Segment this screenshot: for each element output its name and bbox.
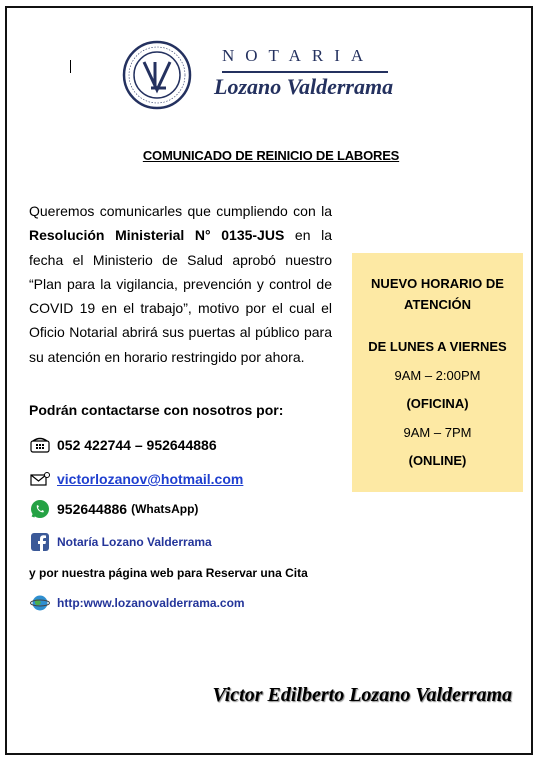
- website-row: [29, 594, 245, 612]
- body-paragraph: [29, 199, 332, 369]
- envelope-icon: [29, 470, 51, 488]
- signature: Victor Edilberto Lozano Valderrama: [212, 684, 512, 706]
- office-hours: 9AM – 2:00PM: [394, 368, 481, 383]
- facebook-page-name[interactable]: Notaría Lozano Valderrama: [57, 535, 212, 549]
- phone-numbers: 052 422744 – 952644886: [57, 437, 217, 453]
- office-label: (OFICINA): [406, 396, 469, 411]
- body-text-part2: en la fecha el Ministerio de Salud aprobó nuestro “Plan para la vigilancia, prevención y control de COVID 19 en el trabajo”, motivo por el cual el Oficio Notarial abrirá sus puertas al público para su atención en horario restringido por ahora.: [29, 227, 332, 365]
- body-text-part1: Queremos comunicarles que cumpliendo con la: [29, 203, 332, 219]
- website-url[interactable]: http:www.lozanovalderrama.com: [57, 596, 245, 610]
- brand-notaria: NOTARIA: [222, 46, 375, 65]
- facebook-row: [29, 533, 212, 551]
- document-title: COMUNICADO DE REINICIO DE LABORES: [142, 148, 400, 163]
- whatsapp-row: [29, 500, 198, 518]
- website-label: y por nuestra página web para Reservar una Cita: [29, 566, 308, 580]
- resolution-reference: Resolución Ministerial N° 0135-JUS: [29, 227, 285, 244]
- online-hours: 9AM – 7PM: [403, 425, 472, 440]
- globe-icon: [29, 594, 51, 612]
- schedule-heading-line1: NUEVO HORARIO DE: [371, 276, 504, 291]
- whatsapp-label: (WhatsApp): [131, 502, 199, 516]
- notary-seal-logo: [122, 40, 192, 110]
- brand-name: Lozano Valderrama: [214, 74, 394, 99]
- phone-row: [29, 436, 217, 454]
- schedule-heading-line2: ATENCIÓN: [404, 297, 471, 312]
- facebook-icon: [29, 533, 51, 551]
- schedule-box: [352, 253, 523, 492]
- schedule-heading: [352, 273, 523, 315]
- online-label: (ONLINE): [408, 453, 467, 468]
- email-link[interactable]: victorlozanov@hotmail.com: [57, 471, 244, 487]
- email-row: [29, 470, 243, 488]
- contact-heading: Podrán contactarse con nosotros por:: [29, 402, 284, 418]
- whatsapp-number: 952644886: [57, 501, 128, 517]
- whatsapp-icon: [29, 500, 51, 518]
- telephone-icon: [29, 436, 51, 454]
- schedule-days: DE LUNES A VIERNES: [368, 339, 507, 354]
- text-cursor: [70, 60, 71, 73]
- brand-divider: [222, 71, 388, 73]
